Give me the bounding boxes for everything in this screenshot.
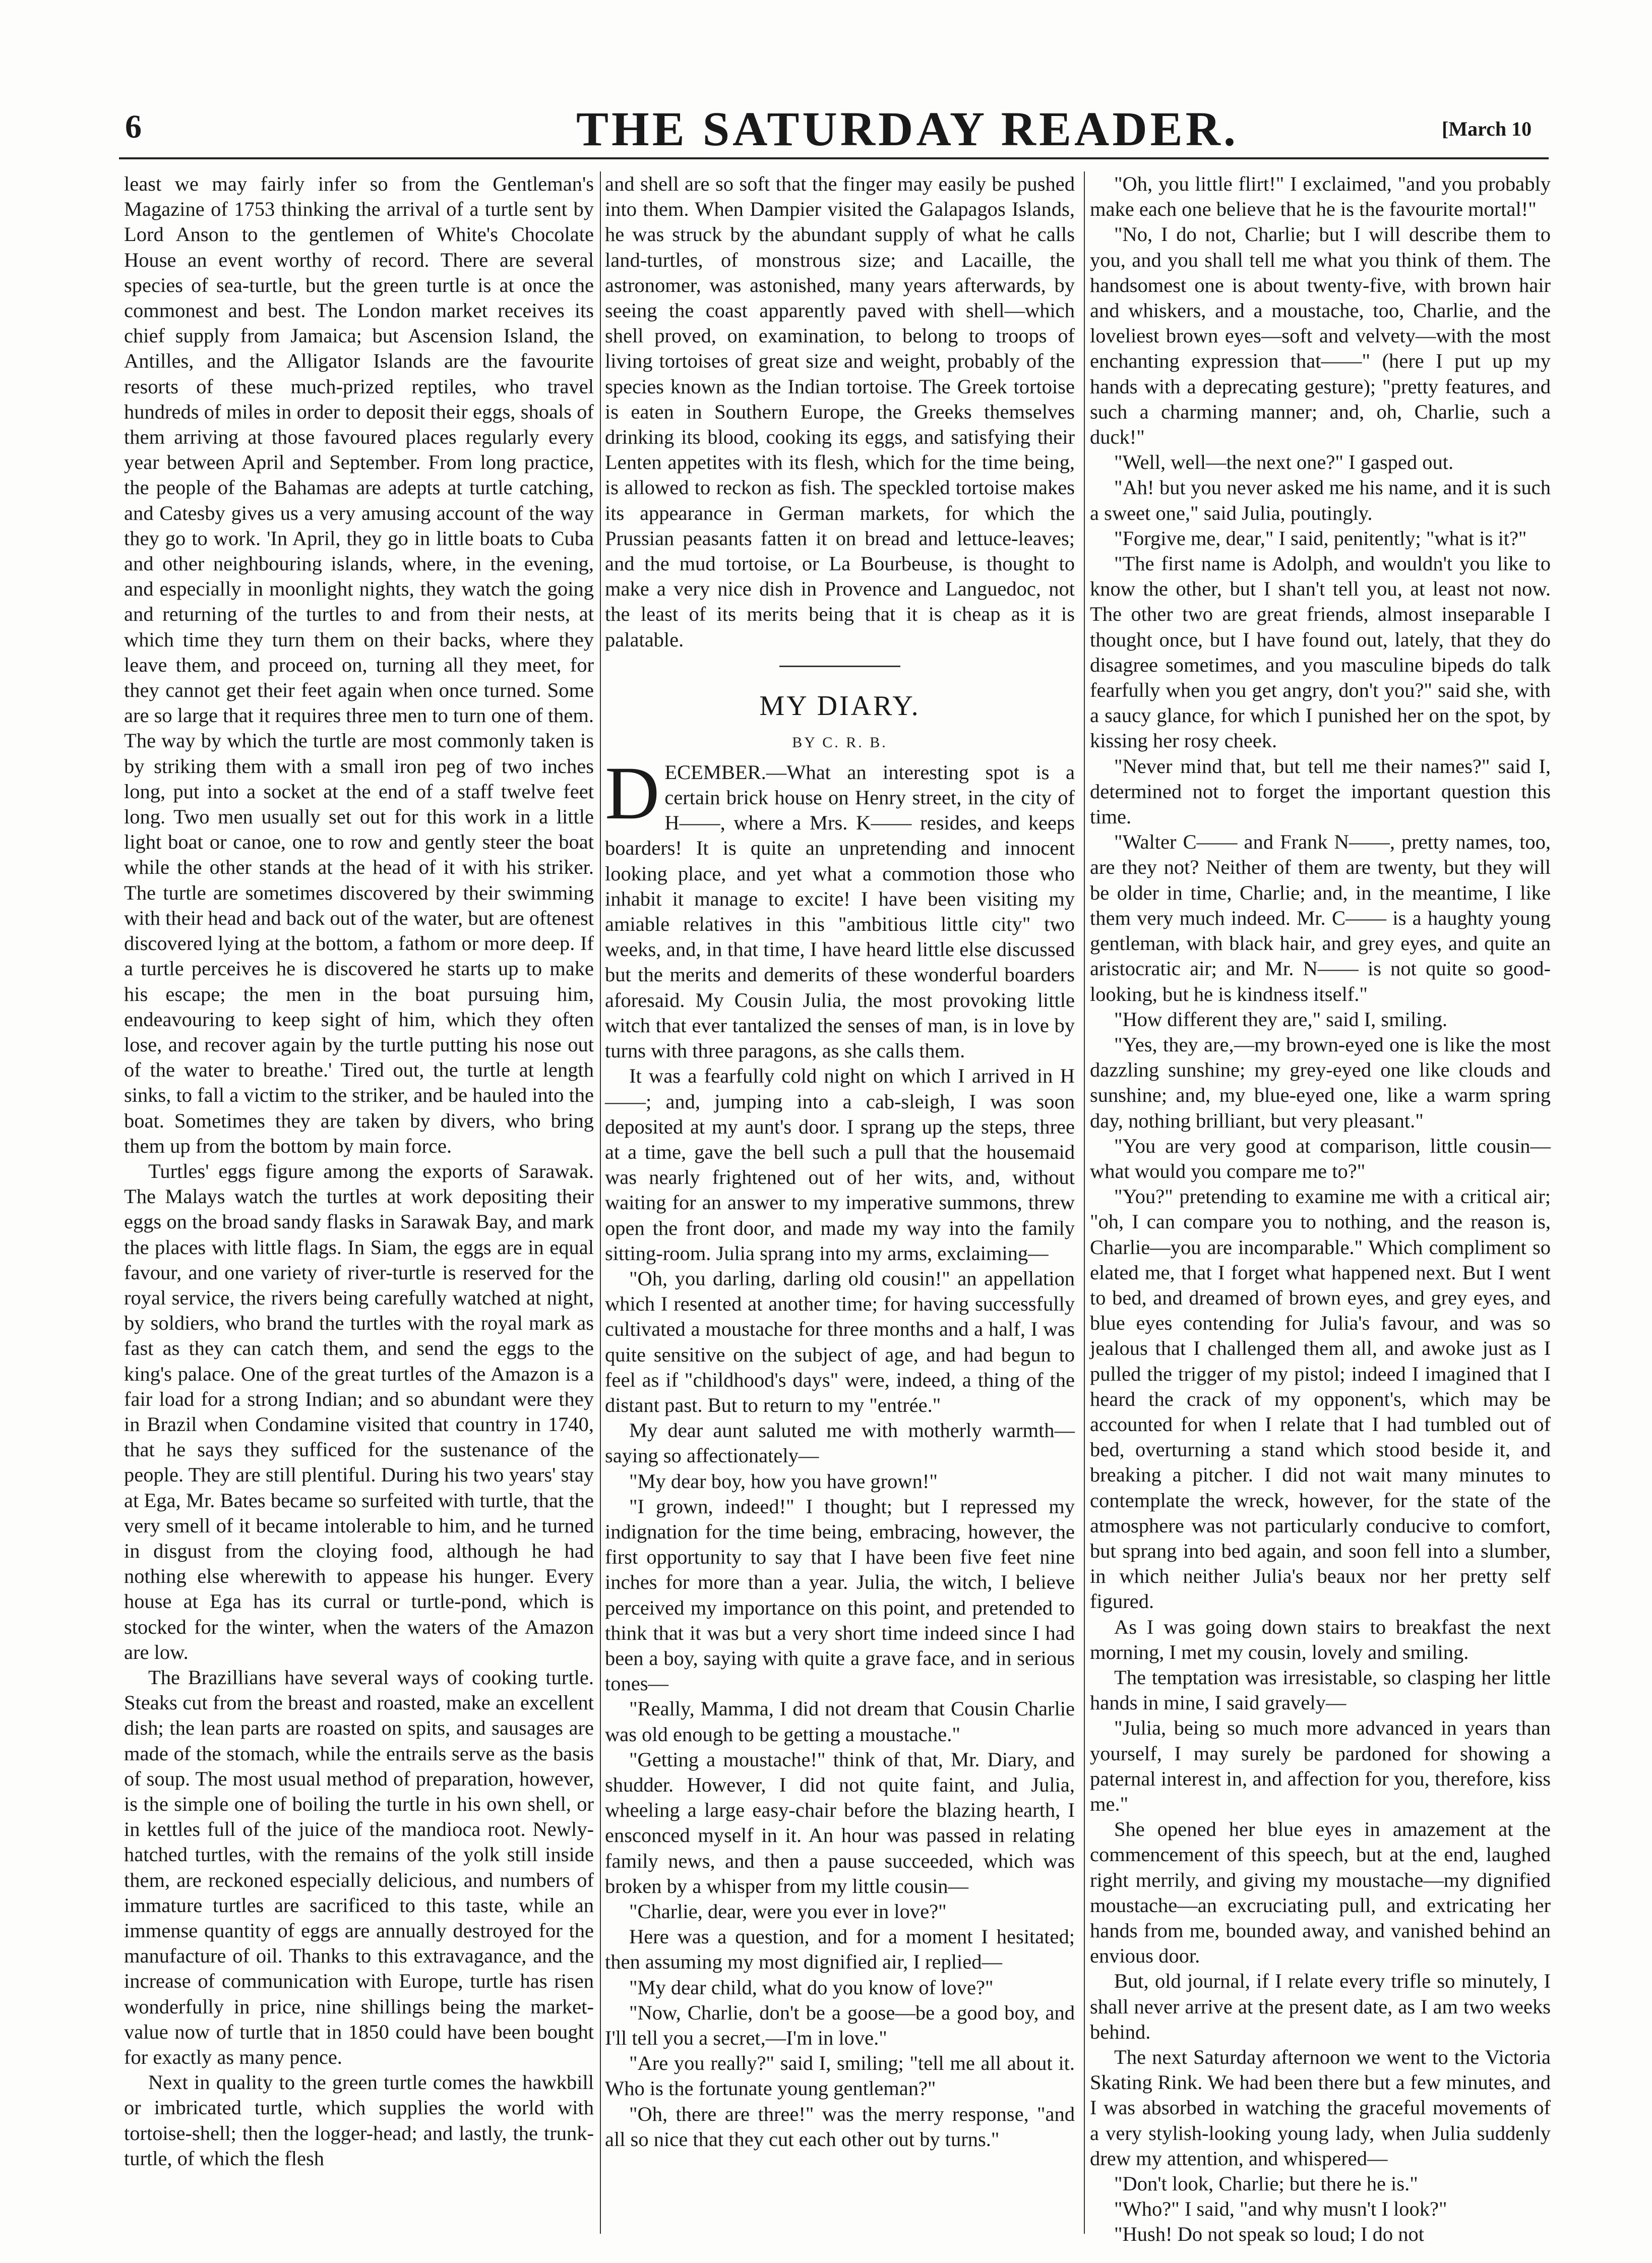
paragraph: "I grown, indeed!" I thought; but I repressed my indignation for the time being, embracing, however, the first opportunity to say that I have been five feet nine inches for more than a year. Julia, the witch, I believe perceived my importance on this point, and pretended to think that it was but a very short time indeed since I had been a boy, saying with quite a grave face, and in serious tones— (605, 1495, 1075, 1695)
paragraph: "You are very good at comparison, little cousin—what would you compare me to?" (1090, 1134, 1551, 1182)
paragraph: "Walter C—— and Frank N——, pretty names, too, are they not? Neither of them are twenty, but they will be older in time, Charlie; and, in the meantime, I like them very much indeed. Mr. C—— is a haughty young gentleman, with black hair, and grey eyes, and quite an aristocratic air; and Mr. N—— is not quite so good-looking, but he is kindness itself." (1090, 830, 1551, 1005)
article-byline: BY C. R. B. (792, 734, 888, 751)
paragraph: "How different they are," said I, smiling. (1114, 1007, 1448, 1031)
paragraph: Here was a question, and for a moment I hesitated; then assuming my most dignified air, I replied— (605, 1925, 1075, 1974)
paragraph: "No, I do not, Charlie; but I will describe them to you, and you shall tell me what you think of them. The handsomest one is about twenty-five, with brown hair and whiskers, and a moustache, too, Charlie, and the loveliest brown eyes—soft and velvety—with the most enchanting expression that——" (here I put up my hands with a deprecating gesture); "pretty features, and such a charming manner; and, oh, Charlie, such a duck!" (1090, 223, 1551, 449)
paragraph: "Don't look, Charlie; but there he is." (1114, 2172, 1418, 2195)
paragraph: The temptation was irresistable, so clasping her little hands in mine, I said gravely— (1090, 1665, 1551, 1714)
paragraph: "Never mind that, but tell me their names?" said I, determined not to forget the important question this time. (1090, 754, 1551, 828)
paragraph: "Julia, being so much more advanced in years than yourself, I may surely be pardoned for showing a paternal interest in, and affection for you, therefore, kiss me." (1090, 1716, 1551, 1815)
paragraph: "Hush! Do not speak so loud; I do not (1114, 2223, 1424, 2246)
paragraph: "Who?" I said, "and why musn't I look?" (1114, 2197, 1447, 2221)
paragraph: "My dear boy, how you have grown!" (629, 1469, 938, 1493)
column-1 (124, 171, 594, 2234)
paragraph: "Getting a moustache!" think of that, Mr. Diary, and shudder. However, I did not quite faint, and Julia, wheeling a large easy-chair before the blazing hearth, I ensconced myself in it. An hour was passed in relating family news, and then a pause succeeded, which was broken by a whisper from my little cousin— (605, 1748, 1075, 1897)
masthead-title: THE SATURDAY READER. (576, 102, 1239, 156)
paragraph: It was a fearfully cold night on which I arrived in H——; and, jumping into a cab-sleigh, I was soon deposited at my aunt's door. I sprang up the steps, three at a time, gave the bell such a pull that the housemaid was nearly frightened out of her wits, and, without waiting for an answer to my imperative summons, threw open the front door, and made my way into the family sitting-room. Julia sprang into my arms, exclaiming— (605, 1064, 1075, 1265)
paragraph: "Really, Mamma, I did not dream that Cousin Charlie was old enough to be getting a moustache." (605, 1697, 1075, 1746)
drop-cap: D (605, 751, 660, 835)
header-rule (119, 157, 1549, 159)
column-divider (600, 171, 601, 2234)
column-3 (1090, 171, 1551, 2246)
paragraph (605, 751, 1075, 1063)
paragraph: "Charlie, dear, were you ever in love?" (629, 1900, 947, 1923)
paragraph: "Are you really?" said I, smiling; "tell me all about it. Who is the fortunate young gentleman?" (605, 2052, 1075, 2100)
paragraph: "Oh, you darling, darling old cousin!" an appellation which I resented at another time; for having successfully cultivated a moustache for three months and a half, I was quite sensitive on the subject of age, and had begun to feel as if "childhood's days" were, indeed, a thing of the distant past. But to return to my "entrée." (605, 1267, 1075, 1416)
paragraph: and shell are so soft that the finger may easily be pushed into them. When Dampier visited the Galapagos Islands, he was struck by the abundant supply of what he calls land-turtles, of monstrous size; and Lacaille, the astronomer, was astonished, many years afterwards, by seeing the coast apparently paved with shell—which shell proved, on examination, to belong to troops of living tortoises of great size and weight, probably of the species known as the Indian tortoise. The Greek tortoise is eaten in Southern Europe, the Greeks themselves drinking its blood, cooking its eggs, and satisfying their Lenten appetites with its flesh, which for the time being, is allowed to reckon as fish. The speckled tortoise makes its appearance in German markets, for which the Prussian peasants fatten it on bread and lettuce-leaves; and the mud tortoise, or La Bourbeuse, is thought to make a very nice dish in Provence and Languedoc, not the least of its merits being that it is cheap as it is palatable. (605, 172, 1075, 651)
paragraph: "You?" pretending to examine me with a critical air; "oh, I can compare you to nothing, and the reason is, Charlie—you are incomparable." Which compliment so elated me, that I forget what happened next. But I went to bed, and dreamed of brown eyes, and grey eyes, and blue eyes contending for Julia's favour, and was so jealous that I challenged them all, and awoke just as I pulled the trigger of my pistol; indeed I imagined that I heard the crack of my opponent's, which may be accounted for when I relate that I had tumbled out of bed, overturning a stand which stood beside it, and breaking a pitcher. I did not wait many minutes to contemplate the wreck, however, for the state of the atmosphere was not particularly conducive to comfort, but sprang into bed again, and soon fell into a slumber, in which neither Julia's beaux nor her pretty self figured. (1090, 1185, 1551, 1613)
paragraph: "Well, well—the next one?" I gasped out. (1114, 451, 1454, 474)
paragraph: The Brazillians have several ways of cooking turtle. Steaks cut from the breast and roasted, make an excellent dish; the lean parts are roasted on spits, and sausages are made of the stomach, while the entrails serve as the basis of soup. The most usual method of preparation, however, is the simple one of boiling the turtle in his own shell, or in kettles full of the juice of the mandioca root. Newly-hatched turtles, with the remains of the yolk still inside them, are reckoned especially delicious, and numbers of immature turtles are sacrificed to this taste, while an immense quantity of eggs are annually destroyed for the manufacture of oil. Thanks to this extravagance, and the increase of communication with Europe, turtle has risen wonderfully in price, nine shillings being the market-value now of turtle that in 1850 could have been bought for exactly as many pence. (124, 1665, 594, 2069)
paragraph: "Oh, you little flirt!" I exclaimed, "and you probably make each one believe that he is the favourite mortal!" (1090, 172, 1551, 221)
paragraph: "Oh, there are three!" was the merry response, "and all so nice that they cut each other out by turns." (605, 2102, 1075, 2151)
column-2 (605, 171, 1075, 2234)
page-number: 6 (125, 108, 142, 145)
paragraph-text: ECEMBER.—What an interesting spot is a certain brick house on Henry street, in the city of H——, where a Mrs. K—— resides, and keeps boarders! It is quite an unpretending and innocent looking place, and yet what a commotion those who inhabit it manage to excite! I have been visiting my amiable relatives in this "ambitious little city" two weeks, and, in that time, I have heard little else discussed but the merits and demerits of these wonderful boarders aforesaid. My Cousin Julia, the most provoking little witch that ever tantalized the senses of man, is in love by turns with three paragons, as she calls them. (605, 760, 1075, 1062)
paragraph: "Ah! but you never asked me his name, and it is such a sweet one," said Julia, poutingly. (1090, 476, 1551, 524)
paragraph: "Forgive me, dear," I said, penitently; "what is it?" (1114, 526, 1527, 550)
column-divider (1084, 171, 1085, 2234)
paragraph: "The first name is Adolph, and wouldn't you like to know the other, but I shan't tell you, at least not now. The other two are great friends, almost inseparable I thought once, but I have found out, lately, that they do disagree sometimes, and you masculine bipeds do talk fearfully when you get angry, don't you?" said she, with a saucy glance, for which I punished her on the spot, by kissing her rosy cheek. (1090, 552, 1551, 752)
paragraph: She opened her blue eyes in amazement at the commencement of this speech, but at the end, laughed right merrily, and giving my moustache—my dignified moustache—an excruciating pull, and extricating her hands from me, bounded away, and vanished behind an envious door. (1090, 1818, 1551, 1968)
article-title: MY DIARY. (759, 690, 921, 722)
paragraph: My dear aunt saluted me with motherly warmth—saying so affectionately— (605, 1419, 1075, 1467)
paragraph: least we may fairly infer so from the Gentleman's Magazine of 1753 thinking the arrival of a turtle sent by Lord Anson to the gentlemen of White's Chocolate House an event worthy of record. There are several species of sea-turtle, but the green turtle is at once the commonest and best. The London market receives its chief supply from Jamaica; but Ascension Island, the Antilles, and the Alligator Islands are the favourite resorts of these much-prized reptiles, who travel hundreds of miles in order to deposit their eggs, shoals of them arriving at those favoured places regularly every year between April and September. From long practice, the people of the Bahamas are adepts at turtle catching, and Catesby gives us a very amusing account of the way they go to work. 'In April, they go in little boats to Cuba and other neighbouring islands, where, in the evening, and especially in moonlight nights, they watch the going and returning of the turtles to and from their nests, at which time they turn them on their backs, where they leave them, and proceed on, turning all they meet, for they cannot get their feet again when once turned. Some are so large that it requires three men to turn one of them. The way by which the turtle are most commonly taken is by striking them with a small iron peg of two inches long, put into a socket at the end of a staff twelve feet long. Two men usually set out for this work in a little light boat or canoe, one to row and gently steer the boat while the other stands at the head of it with his striker. The turtle are sometimes discovered by their swimming with their head and back out of the water, but are oftenest discovered lying at the bottom, a fathom or more deep. If a turtle perceives he is discovered he starts up to make his escape; the men in the boat pursuing him, endeavouring to keep sight of him, which they often lose, and recover again by the turtle putting his nose out of the water to breathe.' Tired out, the turtle at length sinks, to fall a victim to the striker, and be hauled into the boat. Sometimes they are taken by divers, who bring them up from the bottom by main force. (124, 172, 594, 1157)
paragraph: Next in quality to the green turtle comes the hawkbill or imbricated turtle, which supplies the world with tortoise-shell; then the logger-head; and lastly, the trunk-turtle, of which the flesh (124, 2071, 594, 2170)
paragraph: The next Saturday afternoon we went to the Victoria Skating Rink. We had been there but a few minutes, and I was absorbed in watching the graceful movements of a very stylish-looking young lady, when Julia suddenly drew my attention, and whispered— (1090, 2046, 1551, 2170)
paragraph: "My dear child, what do you know of love?" (629, 1976, 994, 1999)
paragraph: "Yes, they are,—my brown-eyed one is like the most dazzling sunshine; my grey-eyed one like clouds and sunshine; and, my blue-eyed one, like a warm spring day, nothing brilliant, but very pleasant." (1090, 1033, 1551, 1132)
paragraph: But, old journal, if I relate every trifle so minutely, I shall never arrive at the present date, as I am two weeks behind. (1090, 1970, 1551, 2043)
article-separator (779, 666, 900, 667)
paragraph: "Now, Charlie, don't be a goose—be a good boy, and I'll tell you a secret,—I'm in love." (605, 2001, 1075, 2050)
paragraph: As I was going down stairs to breakfast the next morning, I met my cousin, lovely and smiling. (1090, 1615, 1551, 1663)
paragraph: Turtles' eggs figure among the exports of Sarawak. The Malays watch the turtles at work depositing their eggs on the broad sandy flasks in Sarawak Bay, and mark the places with little flags. In Siam, the eggs are in equal favour, and one variety of river-turtle is reserved for the royal service, the rivers being carefully watched at night, by soldiers, who brand the turtles with the royal mark as fast as they can catch them, and send the eggs to the king's palace. One of the great turtles of the Amazon is a fair load for a strong Indian; and so abundant were they in Brazil when Condamine visited that country in 1740, that he says they sufficed for the sustenance of the people. They are still plentiful. During his two years' stay at Ega, Mr. Bates became so surfeited with turtle, that the very smell of it became intolerable to him, and he turned in disgust from the cloying food, although he had nothing else wherewith to appease his hunger. Every house at Ega has its curral or turtle-pond, which is stocked for the winter, when the waters of the Amazon are low. (124, 1159, 594, 1663)
issue-date: [March 10 (1442, 117, 1532, 140)
